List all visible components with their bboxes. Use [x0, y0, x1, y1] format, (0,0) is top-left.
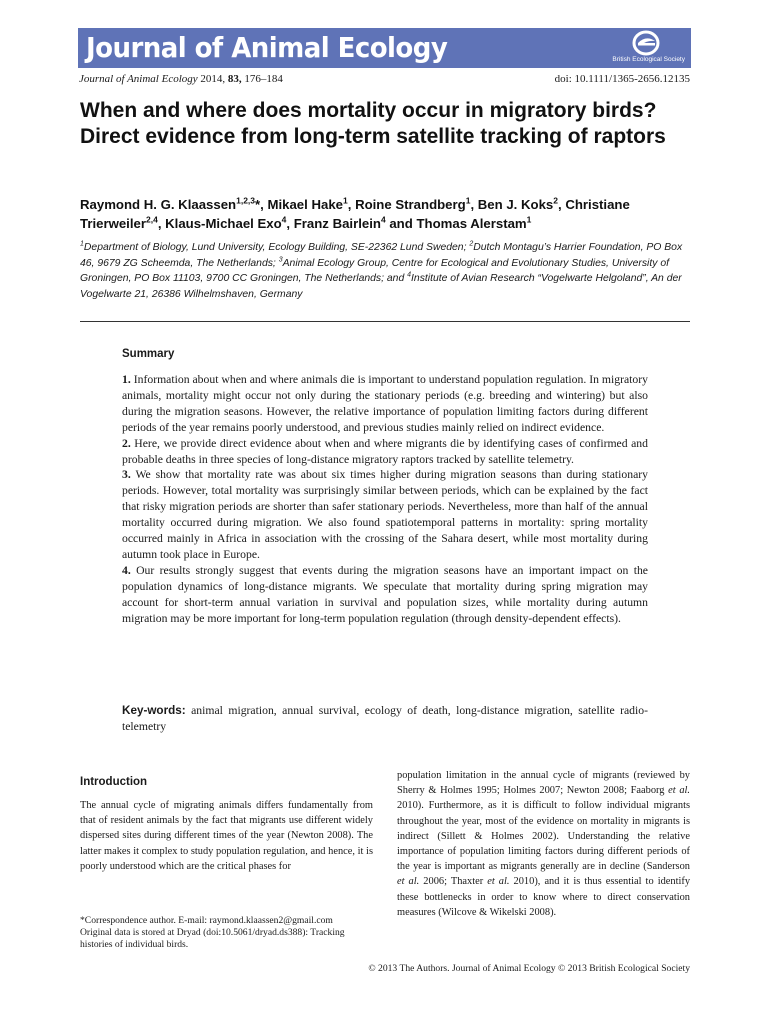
summary-point-number: 1. — [122, 373, 131, 386]
author-name: Christiane Trierweiler — [80, 197, 630, 231]
publisher-logo — [599, 30, 685, 66]
author-name: Klaus-Michael Exo — [165, 216, 282, 231]
citation-volume: 83, — [227, 73, 242, 85]
summary-point-number: 3. — [122, 468, 131, 482]
article-title: When and where does mortality occur in migratory birds? Direct evidence from long-term satellite tracking of raptors — [80, 99, 666, 148]
author-name: Roine Strandberg — [355, 197, 466, 212]
author-separator: *, — [255, 197, 268, 212]
data-note: Original data is stored at Dryad (doi:10.5061/dryad.ds388): Tracking histories of individual birds. — [80, 927, 345, 951]
journal-banner — [78, 28, 691, 68]
introduction-text-run: et al. — [487, 876, 510, 888]
affiliations — [80, 240, 695, 302]
affiliation-text: Institute of Avian Research “Vogelwarte Helgoland”, An der Vogelwarte 21, 26386 Wilhelmshaven, Germany — [80, 273, 682, 300]
introduction-text-run: 2010), and it is thus essential to identify these bottlenecks in order to know where to direct conservation measures (Wilcove & Wikelski 2008). — [397, 876, 691, 918]
introduction-text-run: et al. — [397, 876, 420, 888]
author-separator: and — [385, 216, 417, 231]
affiliation-text: Dutch Montagu’s Harrier Foundation, PO Box 46, 9679 ZG Scheemda, The Netherlands; — [80, 242, 683, 269]
copyright: © 2013 The Authors. Journal of Animal Ecology © 2013 British Ecological Society — [368, 963, 690, 974]
keywords — [122, 703, 648, 735]
correspondence-note: *Correspondence author. E-mail: raymond.klaassen2@gmail.com — [80, 915, 333, 926]
journal-title: Journal of Animal Ecology — [86, 31, 448, 64]
introduction-text-run: 2010). Furthermore, as it is difficult to follow individual migrants throughout the year, most of the evidence on mortality in migrants is indirect (Sillett & Holmes 2002). Understanding the relative importance of population limiting factors during different periods of the year is important as migrants generally are in decline (Sanderson — [397, 800, 690, 873]
author-name: Raymond H. G. Klaassen — [80, 197, 237, 212]
keywords-label: Key-words: — [122, 704, 186, 717]
summary-point-text: Information about when and where animals die is important to understand population regulation. In migratory animals, mortality might occur not only during the stationary periods (e.g. breeding and wintering) but also during the migration seasons. However, the relative importance of population limiting factors during different periods of the year remains poorly understood, and previous studies mainly relied on indirect evidence. — [122, 373, 648, 434]
author-separator: , — [347, 197, 356, 212]
author-list — [80, 195, 695, 233]
author-separator: , — [157, 216, 166, 231]
summary-point — [122, 563, 648, 627]
author-affiliation-ref: 4 — [380, 214, 386, 225]
author-affiliation-ref: 1,2,3 — [236, 195, 256, 206]
author-affiliation-ref: 1 — [465, 195, 471, 206]
author-affiliation-ref: 1 — [526, 214, 532, 225]
publisher-name: British Ecological Society — [612, 56, 685, 63]
author-name: Thomas Alerstam — [416, 216, 527, 231]
affiliation-number: 2 — [469, 240, 474, 248]
summary-body — [122, 372, 648, 627]
affiliation-number: 4 — [407, 271, 412, 279]
author-name: Mikael Hake — [267, 197, 343, 212]
author-separator: , — [558, 197, 566, 212]
author-name: Ben J. Koks — [477, 197, 554, 212]
summary-point-text: Our results strongly suggest that events during the migration seasons have an important impact on the population dynamics of long-distance migrants. We speculate that mortality during spring migration may account for short-term annual variation in survival and population sizes, while mortality during autumn migration may be more important for long-term population regulation (through density-dependent effects). — [122, 563, 648, 625]
author-affiliation-ref: 4 — [281, 214, 287, 225]
author-affiliation-ref: 2 — [553, 195, 558, 206]
header-divider — [80, 321, 690, 322]
introduction-left-column: The annual cycle of migrating animals differs fundamentally from that of resident animals by the fact that migrants use different widely dispersed sites during different times of the year (Newton 2008). The latter makes it complex to study population regulation, and hence, it is poorly understood which are the critical phases for — [80, 800, 373, 872]
summary-point — [122, 372, 648, 436]
introduction-text-run: 2006; Thaxter — [419, 876, 488, 888]
doi[interactable]: doi: 10.1111/1365-2656.12135 — [554, 73, 690, 85]
author-separator: , — [470, 197, 478, 212]
summary-heading: Summary — [122, 348, 175, 360]
affiliation-text: Animal Ecology Group, Centre for Ecological and Evolutionary Studies, University of Groningen, PO Box 11103, 9700 CC Groningen, The Netherlands; and — [80, 257, 669, 284]
author-name: Franz Bairlein — [293, 216, 381, 231]
citation-year: 2014, — [200, 73, 226, 85]
summary-point — [122, 436, 648, 468]
citation-line — [79, 73, 283, 85]
summary-point-text: Here, we provide direct evidence about when and where migrants die by identifying cases of confirmed and probable deaths in three species of long-distance migratory raptors tracked by satellite telemetry. — [122, 436, 648, 466]
summary-point — [122, 467, 648, 562]
author-affiliation-ref: 2,4 — [145, 214, 158, 225]
keywords-text: animal migration, annual survival, ecology of death, long-distance migration, satellite radio-telemetry — [122, 704, 648, 733]
summary-point-number: 4. — [122, 563, 131, 577]
author-separator: , — [286, 216, 294, 231]
author-affiliation-ref: 1 — [343, 195, 348, 206]
affiliation-number: 3 — [278, 256, 283, 264]
summary-point-number: 2. — [122, 436, 131, 450]
citation-pages: 176–184 — [244, 73, 283, 85]
summary-point-text: We show that mortality rate was about six times higher during migration seasons than during stationary periods. However, total mortality was surprisingly similar between periods, which can be explained by the fact that risky migration periods are shorter than safer stationary periods. Nevertheless, more than half of the annual mortality occurred during migration. We also found spatiotemporal patterns in mortality: spring mortality occurred mainly in Africa in association with the crossing of the Sahara desert, while most mortality during autumn took place in Europe. — [122, 468, 648, 561]
introduction-text-run: et al. — [668, 785, 690, 797]
bes-logo-icon — [631, 30, 661, 58]
affiliation-number: 1 — [80, 240, 84, 248]
citation-journal: Journal of Animal Ecology — [79, 73, 198, 85]
introduction-heading: Introduction — [80, 776, 148, 788]
introduction-text-run: population limitation in the annual cycle of migrants (reviewed by Sherry & Holmes 1995; Holmes 2007; Newton 2008; Faaborg — [397, 770, 690, 797]
introduction-right-column — [397, 768, 690, 920]
affiliation-text: Department of Biology, Lund University, Ecology Building, SE-22362 Lund Sweden; — [83, 242, 470, 253]
footnote — [80, 915, 373, 952]
